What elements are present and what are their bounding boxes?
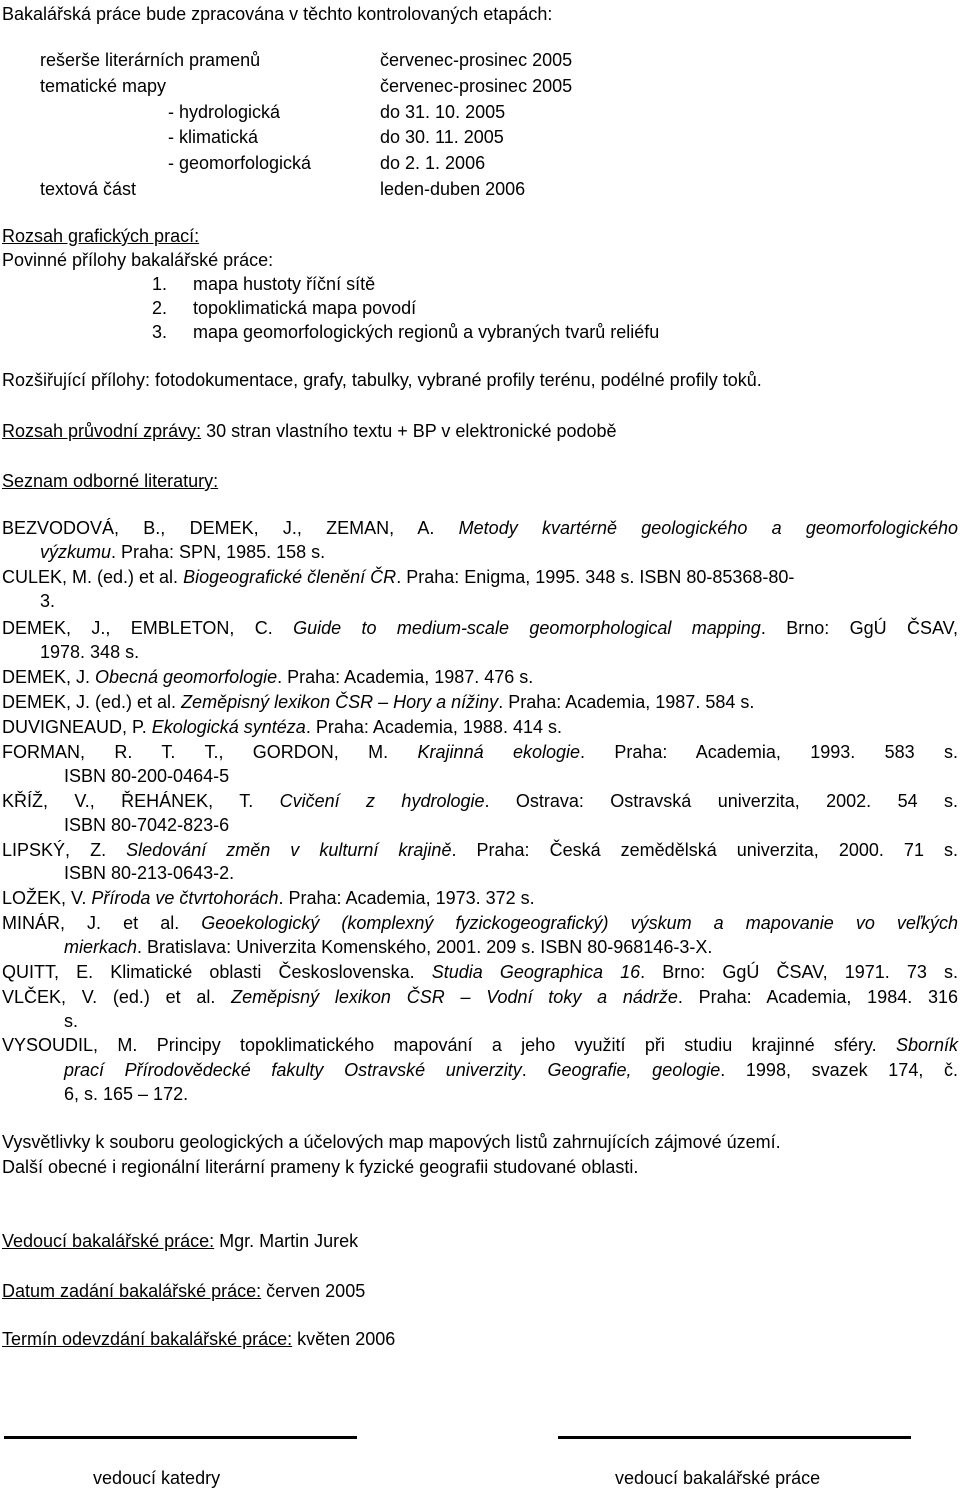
reference-item-cont: mierkach. Bratislava: Univerzita Komenského, 2001. 209 s. ISBN 80-968146-3-X. <box>64 937 713 957</box>
reference-item: LOŽEK, V. Příroda ve čtvrtohorách. Praha: Academia, 1973. 372 s. <box>2 888 535 908</box>
stage-label: rešerše literárních pramenů <box>40 50 261 70</box>
graphics-subheading: Povinné přílohy bakalářské práce: <box>2 250 274 270</box>
reference-item-cont: 6, s. 165 – 172. <box>64 1084 189 1104</box>
reference-item-cont: ISBN 80-200-0464-5 <box>64 766 230 786</box>
graphics-item: mapa hustoty říční sítě <box>193 274 376 294</box>
stage-date: do 30. 11. 2005 <box>380 127 504 147</box>
report-scope <box>2 420 617 442</box>
stage-label: tematické mapy <box>40 76 167 96</box>
reference-item-cont: prací Přírodovědecké fakulty Ostravské univerzity. Geografie, geologie. 1998, svazek 174, č. <box>64 1060 958 1080</box>
note-line: Další obecné i regionální literární prameny k fyzické geografii studované oblasti. <box>2 1157 639 1177</box>
reference-item-cont: 1978. 348 s. <box>40 642 140 662</box>
stage-date: červenec-prosinec 2005 <box>380 50 573 70</box>
reference-item-cont: ISBN 80-213-0643-2. <box>64 863 235 883</box>
assignment-date <box>2 1280 365 1302</box>
graphics-heading: Rozsah grafických prací: <box>2 226 200 246</box>
reference-item: CULEK, M. (ed.) et al. Biogeografické členění ČR. Praha: Enigma, 1995. 348 s. ISBN 80-85368-80- <box>2 567 795 587</box>
stage-label: textová část <box>40 179 137 199</box>
supervisor-label: Vedoucí bakalářské práce: <box>2 1231 215 1251</box>
graphics-item-num: 3. <box>152 322 168 342</box>
assignment-date-value: červen 2005 <box>261 1281 366 1301</box>
reference-item: VYSOUDIL, M. Principy topoklimatického mapování a jeho využití při studiu krajinné sféry. Sborník <box>2 1035 958 1055</box>
reference-item-cont: 3. <box>40 591 56 611</box>
stage-date: do 31. 10. 2005 <box>380 102 506 122</box>
stage-label: - geomorfologická <box>168 153 312 173</box>
reference-item: BEZVODOVÁ, B., DEMEK, J., ZEMAN, A. Metody kvartérně geologického a geomorfologického <box>2 518 958 538</box>
stage-date: leden-duben 2006 <box>380 179 526 199</box>
reference-item: VLČEK, V. (ed.) et al. Zeměpisný lexikon ČSR – Vodní toky a nádrže. Praha: Academia, 1984. 316 <box>2 987 958 1007</box>
reference-item: LIPSKÝ, Z. Sledování změn v kulturní krajině. Praha: Česká zemědělská univerzita, 2000. 71 s. <box>2 840 959 860</box>
submission-deadline-label: Termín odevzdání bakalářské práce: <box>2 1329 293 1349</box>
graphics-item: mapa geomorfologických regionů a vybraných tvarů reliéfu <box>193 322 660 342</box>
reference-item-cont: výzkumu. Praha: SPN, 1985. 158 s. <box>40 542 326 562</box>
reference-item: DEMEK, J., EMBLETON, C. Guide to medium-scale geomorphological mapping. Brno: GgÚ ČSAV, <box>2 618 958 638</box>
graphics-item-num: 1. <box>152 274 168 294</box>
reference-item: DEMEK, J. (ed.) et al. Zeměpisný lexikon ČSR – Hory a nížiny. Praha: Academia, 1987. 584 s. <box>2 692 755 712</box>
report-scope-label: Rozsah průvodní zprávy: <box>2 421 202 441</box>
reference-item: KŘÍŽ, V., ŘEHÁNEK, T. Cvičení z hydrologie. Ostrava: Ostravská univerzita, 2002. 54 s. <box>2 791 958 811</box>
submission-deadline <box>2 1328 395 1350</box>
graphics-item: topoklimatická mapa povodí <box>193 298 417 318</box>
reference-item: QUITT, E. Klimatické oblasti Československa. Studia Geographica 16. Brno: GgÚ ČSAV, 1971. 73 s. <box>2 962 959 982</box>
signature-line-right <box>558 1436 911 1439</box>
reference-item-cont: s. <box>64 1011 79 1031</box>
graphics-item-num: 2. <box>152 298 168 318</box>
reference-item: DUVIGNEAUD, P. Ekologická syntéza. Praha: Academia, 1988. 414 s. <box>2 717 562 737</box>
page-header: Bakalářská práce bude zpracována v těchto kontrolovaných etapách: <box>2 4 553 24</box>
reference-item: DEMEK, J. Obecná geomorfologie. Praha: Academia, 1987. 476 s. <box>2 667 534 687</box>
literature-heading: Seznam odborné literatury: <box>2 471 219 491</box>
stage-date: do 2. 1. 2006 <box>380 153 486 173</box>
reference-item: FORMAN, R. T. T., GORDON, M. Krajinná ekologie. Praha: Academia, 1993. 583 s. <box>2 742 959 762</box>
signature-caption-right: vedoucí bakalářské práce <box>615 1468 821 1488</box>
assignment-date-label: Datum zadání bakalářské práce: <box>2 1281 262 1301</box>
supervisor <box>2 1230 358 1252</box>
supervisor-value: Mgr. Martin Jurek <box>214 1231 359 1251</box>
signature-caption-left: vedoucí katedry <box>93 1468 221 1488</box>
reference-item-cont: ISBN 80-7042-823-6 <box>64 815 230 835</box>
stage-label: - hydrologická <box>168 102 281 122</box>
stage-label: - klimatická <box>168 127 259 147</box>
note-line: Vysvětlivky k souboru geologických a účelových map mapových listů zahrnujících zájmové území. <box>2 1132 781 1152</box>
reference-item: MINÁR, J. et al. Geoekologický (komplexný fyzickogeografický) výskum a mapovanie vo veľkých <box>2 913 958 933</box>
stage-date: červenec-prosinec 2005 <box>380 76 573 96</box>
submission-deadline-value: květen 2006 <box>292 1329 396 1349</box>
signature-line-left <box>4 1436 357 1439</box>
report-scope-value: 30 stran vlastního textu + BP v elektronické podobě <box>201 421 617 441</box>
optional-attachments: Rozšiřující přílohy: fotodokumentace, grafy, tabulky, vybrané profily terénu, podélné profily toků. <box>2 370 762 390</box>
